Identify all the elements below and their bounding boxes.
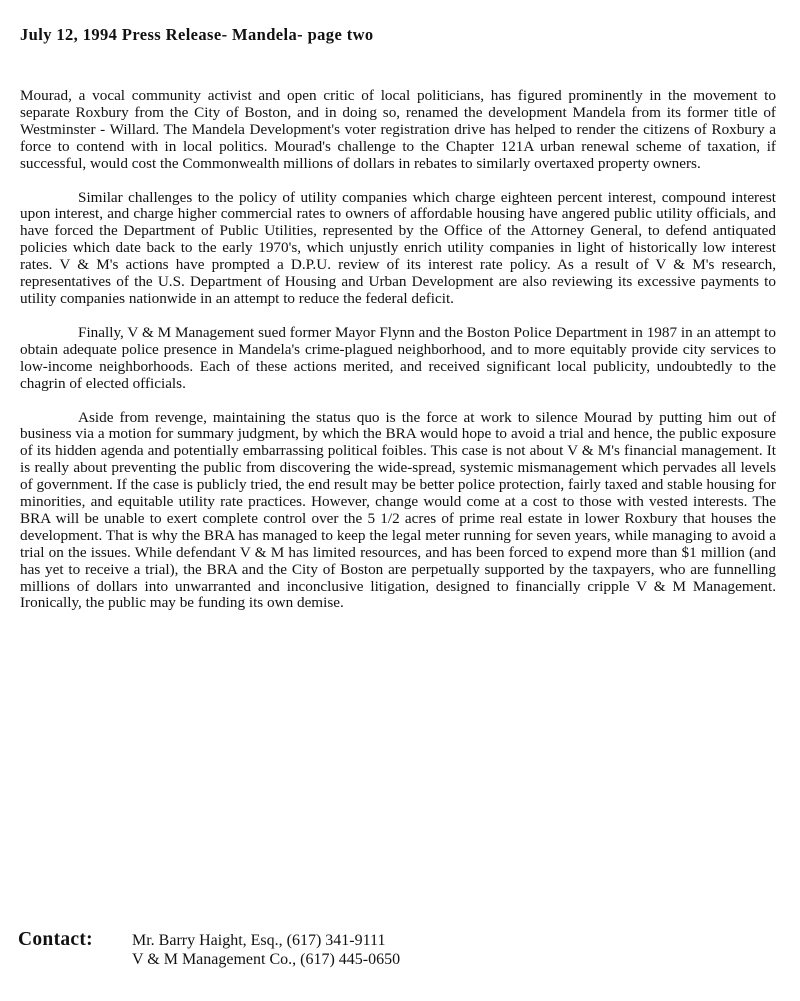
contact-attorney: Mr. Barry Haight, Esq., (617) 341-9111 xyxy=(132,932,386,949)
page-header: July 12, 1994 Press Release- Mandela- page two xyxy=(20,25,374,44)
paragraph-police-lawsuit: Finally, V & M Management sued former Mayor Flynn and the Boston Police Department in 1987 in an attempt to obtain adequate police presence in Mandela's crime-plagued neighborhood, and to more equitably provide city services to low-income neighborhoods. Each of these actions merited, and received significant local publicity, undoubtedly to the chagrin of elected officials. xyxy=(20,323,776,392)
contact-block xyxy=(18,929,778,973)
paragraph-utility-challenges: Similar challenges to the policy of utility companies which charge eighteen percent interest, compound interest upon interest, and charge higher commercial rates to owners of affordable housing have angered public utility officials, and have forced the Department of Public Utilities, represented by the Office of the Attorney General, to defend antiquated policies which date back to the early 1970's, which unjustly enrich utility companies in light of historically low interest rates. V & M's actions have prompted a D.P.U. review of its interest rate policy. As a result of V & M's research, representatives of the U.S. Department of Housing and Urban Development are also reviewing its excessive payments to utility companies nationwide in an attempt to reduce the federal deficit. xyxy=(20,188,776,307)
contact-label: Contact: xyxy=(18,929,93,950)
paragraph-status-quo: Aside from revenge, maintaining the status quo is the force at work to silence Mourad by putting him out of business via a motion for summary judgment, by which the BRA would hope to avoid a trial and hence, the public exposure of its hidden agenda and potentially embarrassing political foibles. This case is not about V & M's financial management. It is really about preventing the public from discovering the wide-spread, systemic mismanagement which pervades all levels of government. If the case is publicly tried, the end result may be better police protection, fairly taxed and stable housing for minorities, and equitable utility rate practices. However, change would come at a cost to those with vested interests. The BRA will be unable to exert complete control over the 5 1/2 acres of prime real estate in lower Roxbury that houses the development. That is why the BRA has managed to keep the legal meter running for seven years, while managing to avoid a trial on the issues. While defendant V & M has limited resources, and has been forced to expend more than $1 million (and has yet to receive a trial), the BRA and the City of Boston are perpetually supported by the taxpayers, who are funnelling millions of dollars into unwarranted and inconclusive litigation, designed to financially cripple V & M Management. Ironically, the public may be funding its own demise. xyxy=(20,408,776,612)
paragraph-mourad-activist: Mourad, a vocal community activist and open critic of local politicians, has figured prominently in the movement to separate Roxbury from the City of Boston, and in doing so, renamed the development Mandela from its former title of Westminster - Willard. The Mandela Development's voter registration drive has helped to render the citizens of Roxbury a force to contend with in local politics. Mourad's challenge to the Chapter 121A urban renewal scheme of taxation, if successful, would cost the Commonwealth millions of dollars in rebates to similarly overtaxed property owners. xyxy=(20,87,776,172)
press-release-body xyxy=(20,88,776,629)
contact-management-company: V & M Management Co., (617) 445-0650 xyxy=(132,951,401,968)
